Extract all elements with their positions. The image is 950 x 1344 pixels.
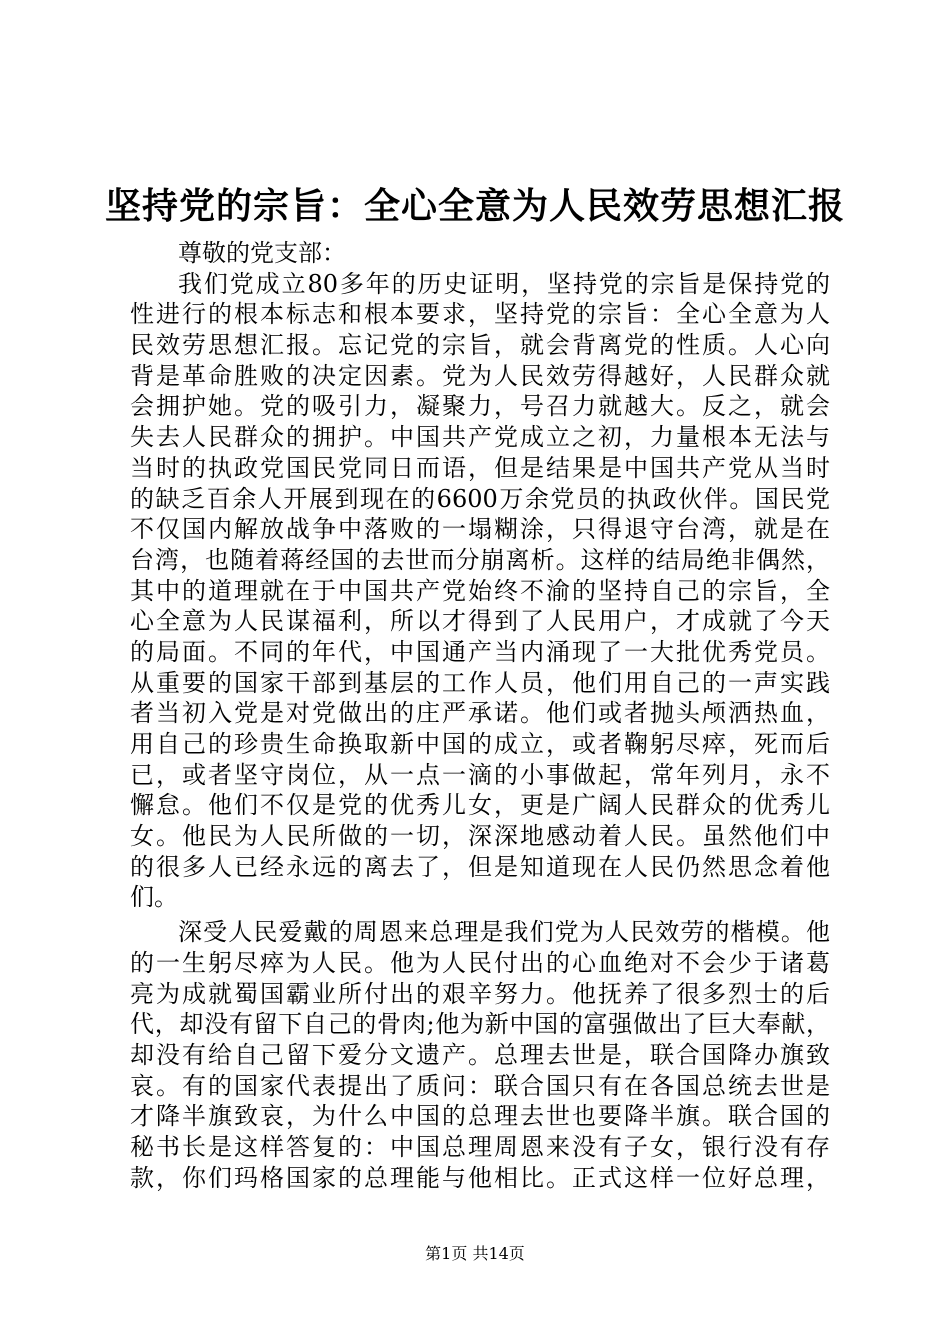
paragraph-line: 性进行的根本标志和根本要求，坚持党的宗旨：全心全意为人 (130, 300, 830, 329)
paragraph-line: 其中的道理就在于中国共产党始终不渝的坚持自己的宗旨，全 (130, 576, 830, 605)
paragraph-line: 心全意为人民谋福利，所以才得到了人民用户，才成就了今天 (130, 607, 830, 636)
paragraph-line: 深受人民爱戴的周恩来总理是我们党为人民效劳的楷模。他 (178, 918, 830, 947)
paragraph-line: 代，却没有留下自己的骨肉;他为新中国的富强做出了巨大奉献， (130, 1010, 830, 1039)
paragraph-line: 的一生躬尽瘁为人民。他为人民付出的心血绝对不会少于诸葛 (130, 948, 830, 977)
paragraph-line: 的缺乏百余人开展到现在的6600万余党员的执政伙伴。国民党 (130, 484, 830, 513)
paragraph-line: 背是革命胜败的决定因素。党为人民效劳得越好，人民群众就 (130, 361, 830, 390)
paragraph-line: 的很多人已经永远的离去了，但是知道现在人民仍然思念着他 (130, 852, 830, 881)
paragraph-1 (130, 269, 830, 913)
page-footer (0, 1244, 950, 1264)
paragraph-line: 用自己的珍贵生命换取新中国的成立，或者鞠躬尽瘁，死而后 (130, 730, 830, 758)
paragraph-line: 不仅国内解放战争中落败的一塌糊涂，只得退守台湾，就是在 (130, 515, 830, 544)
paragraph-line: 却没有给自己留下爱分文遗产。总理去世是，联合国降办旗致 (130, 1040, 830, 1069)
paragraph-line: 我们党成立80多年的历史证明，坚持党的宗旨是保持党的 (178, 269, 830, 298)
page-number: 第1页 共14页 (425, 1244, 525, 1263)
paragraph-line: 懈怠。他们不仅是党的优秀儿女，更是广阔人民群众的优秀儿 (130, 791, 830, 820)
paragraph-2 (130, 917, 830, 1193)
paragraph-line: 秘书长是这样答复的：中国总理周恩来没有子女，银行没有存 (130, 1132, 830, 1161)
paragraph-line: 已，或者坚守岗位，从一点一滴的小事做起，常年列月，永不 (130, 760, 830, 789)
salutation: 尊敬的党支部： (178, 239, 346, 267)
paragraph-line: 款，你们玛格国家的总理能与他相比。正式这样一位好总理， (130, 1163, 830, 1192)
document-title: 坚持党的宗旨：全心全意为人民效劳思想汇报 (104, 186, 845, 227)
paragraph-line: 女。他民为人民所做的一切，深深地感动着人民。虽然他们中 (130, 822, 830, 851)
paragraph-line: 的局面。不同的年代，中国通产当内涌现了一大批优秀党员。 (130, 637, 830, 666)
paragraph-line: 亮为成就蜀国霸业所付出的艰辛努力。他抚养了很多烈士的后 (130, 979, 830, 1008)
paragraph-line: 台湾，也随着蒋经国的去世而分崩离析。这样的结局绝非偶然， (130, 545, 830, 574)
paragraph-line: 才降半旗致哀，为什么中国的总理去世也要降半旗。联合国的 (130, 1102, 830, 1131)
paragraph-line: 当时的执政党国民党同日而语，但是结果是中国共产党从当时 (130, 453, 830, 482)
paragraph-line: 民效劳思想汇报。忘记党的宗旨，就会背离党的性质。人心向 (130, 331, 830, 360)
paragraph-line: 们。 (130, 883, 178, 912)
paragraph-line: 者当初入党是对党做出的庄严承诺。他们或者抛头颅洒热血， (130, 699, 830, 728)
document-body (130, 238, 830, 1193)
paragraph-line: 哀。有的国家代表提出了质问：联合国只有在各国总统去世是 (130, 1071, 830, 1100)
paragraph-line: 会拥护她。党的吸引力，凝聚力，号召力就越大。反之，就会 (130, 392, 830, 421)
paragraph-line: 失去人民群众的拥护。中国共产党成立之初，力量根本无法与 (130, 423, 830, 452)
paragraph-line: 从重要的国家干部到基层的工作人员，他们用自己的一声实践 (130, 668, 830, 697)
